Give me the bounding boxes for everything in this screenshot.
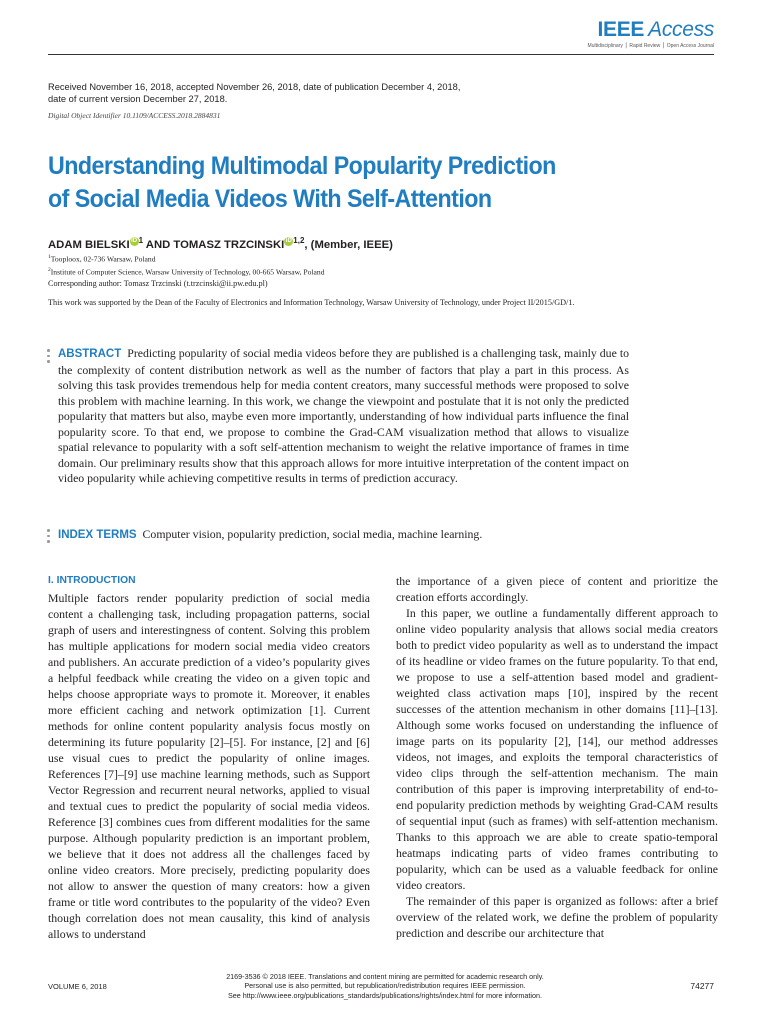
received-line: Received November 16, 2018, accepted November 26, 2018, date of publication December 4, 2018, bbox=[48, 82, 461, 92]
funding-note: This work was supported by the Dean of the Faculty of Electronics and Information Technology, Warsaw University of Technology, under Project II/2015/GD/1. bbox=[48, 298, 575, 307]
affiliation-1 bbox=[48, 252, 325, 265]
author-2-name: AND TOMASZ TRZCINSKI bbox=[145, 238, 285, 251]
author-1-affil: 1 bbox=[138, 236, 144, 245]
affiliation-1-text: Tooploox, 02-736 Warsaw, Poland bbox=[50, 254, 156, 264]
affiliation-2 bbox=[48, 265, 325, 278]
author-1-name: ADAM BIELSKI bbox=[48, 238, 130, 251]
license-line-1: 2169-3536 © 2018 IEEE. Translations and content mining are permitted for academic research only. bbox=[226, 972, 544, 981]
title-line-2: of Social Media Videos With Self-Attention bbox=[48, 185, 492, 213]
section-heading-introduction: I. INTRODUCTION bbox=[48, 575, 136, 586]
ieee-access-logo bbox=[588, 18, 714, 49]
affiliations bbox=[48, 252, 325, 277]
author-2-affil: 1,2 bbox=[293, 236, 305, 245]
received-dates bbox=[48, 81, 648, 105]
intro-paragraph-1-cont: the importance of a given piece of content and prioritize the creation efforts accordingly. bbox=[396, 574, 718, 604]
index-terms-marker-dots bbox=[47, 529, 50, 546]
logo-ieee: IEEE bbox=[597, 18, 645, 41]
footer-license bbox=[180, 972, 590, 1000]
index-terms-text: Computer vision, popularity prediction, social media, machine learning. bbox=[142, 527, 483, 541]
paper-title bbox=[48, 150, 606, 216]
body-right-column bbox=[396, 573, 718, 941]
abstract-text: Predicting popularity of social media videos before they are published is a challenging task, mainly due to the complexity of content distribution network as well as the number of factors that play a part in this process. As solving this task provides tremendous help for media content creators, many successful methods were proposed to solve this problem with machine learning. In this work, we change the viewpoint and postulate that it is not only the predicted popularity that matters but also, maybe even more importantly, understanding of how individual parts influence the final popularity score. To that end, we propose to combine the Grad-CAM visualization method that allows to visualize spatial relevance to popularity with a soft self-attention mechanism to weight the relative importance of frames in time domain. Our preliminary results show that this approach allows for more intuitive interpretation of the content impact on video popularity while achieving competitive results in terms of prediction accuracy. bbox=[58, 346, 629, 485]
logo-tagline: Multidisciplinary ⎪ Rapid Review ⎪ Open Access Journal bbox=[587, 43, 714, 49]
current-version-line: date of current version December 27, 2018. bbox=[48, 94, 228, 104]
logo-wordmark bbox=[588, 18, 714, 42]
doi-line: Digital Object Identifier 10.1109/ACCESS.2018.2884831 bbox=[48, 111, 221, 120]
orcid-icon[interactable]: iD bbox=[131, 237, 138, 244]
intro-paragraph-2: In this paper, we outline a fundamentally different approach to online video popularity analysis that allows social media creators both to predict video popularity as well as to understand the impact of its headline or video frames on the future popularity. To that end, we propose to use a self-attention based model and gradient-weighted class activation maps [10], inspired by the recent successes of the attention mechanism in other domains [11]–[13]. Although some works focused on understanding the influence of image parts on its popularity [2], [14], our method addresses videos, not images, and exploits the temporal characteristics of video clips through the self-attention mechanism. The main contribution of this paper is improving interpretability of end-to-end popularity prediction methods by weighting Grad-CAM results of sequential input (such as frames) with self-attention mechanism. Thanks to this approach we are able to create spatio-temporal heatmaps indicating parts of video frames contributing to popularity, which can be used as a valuable feedback for online video creators. bbox=[396, 606, 718, 892]
affiliation-2-num: 2 bbox=[48, 266, 51, 273]
footer-volume: VOLUME 6, 2018 bbox=[48, 982, 107, 991]
title-line-1: Understanding Multimodal Popularity Prediction bbox=[48, 152, 556, 180]
license-line-3[interactable]: See http://www.ieee.org/publications_standards/publications/rights/index.html for more information. bbox=[227, 990, 543, 1000]
index-terms-block bbox=[58, 527, 658, 542]
footer-page-number: 74277 bbox=[690, 981, 714, 991]
logo-access: Access bbox=[648, 18, 714, 41]
intro-paragraph-1: Multiple factors render popularity prediction of social media content a challenging task, including propagation patterns, social graph of users and interestingness of content. Solving this problem has multiple applications for modern social media video creators and publishers. An accurate prediction of a video’s popularity gives a helpful feedback while creating the video on a given topic and helps choose appropriate ways to promote it. Moreover, it enables more efficient caching and network optimization [1]. Current methods for online content popularity analysis focus mostly on determining its future popularity [2]–[5]. For instance, [2] and [6] use visual cues to predict the popularity of online images. References [7]–[9] use machine learning methods, such as Support Vector Regression and recurrent neural networks, applied to visual and textual cues to predict the popularity of social media videos. Reference [3] combines cues from different modalities for the same purpose. Although popularity prediction is an important problem, we believe that it does not address all the challenges faced by online video creators. More precisely, predicting popularity does not allow to answer the question of many creators: how a given frame or title word contributes to the popularity of the video? Even though correlation does not mean causality, this kind of analysis allows to understand bbox=[48, 591, 370, 941]
author-list bbox=[48, 236, 393, 251]
affiliation-2-text: Institute of Computer Science, Warsaw University of Technology, 00-665 Warsaw, Poland bbox=[50, 267, 325, 277]
license-line-2: Personal use is also permitted, but republication/redistribution requires IEEE permission. bbox=[244, 981, 526, 991]
abstract-marker-dots bbox=[47, 349, 50, 366]
corresponding-author: Corresponding author: Tomasz Trzcinski (t.trzcinski@ii.pw.edu.pl) bbox=[48, 279, 268, 288]
abstract-block bbox=[58, 346, 629, 487]
orcid-icon[interactable]: iD bbox=[285, 237, 292, 244]
abstract-label: ABSTRACT bbox=[58, 348, 122, 360]
header-rule bbox=[48, 54, 714, 55]
body-left-column bbox=[48, 573, 370, 942]
member-note: , (Member, IEEE) bbox=[304, 238, 393, 251]
index-terms-label: INDEX TERMS bbox=[58, 529, 137, 541]
affiliation-1-num: 1 bbox=[48, 254, 51, 260]
intro-paragraph-3: The remainder of this paper is organized as follows: after a brief overview of the related work, we define the problem of popularity prediction and describe our architecture that bbox=[396, 894, 718, 940]
